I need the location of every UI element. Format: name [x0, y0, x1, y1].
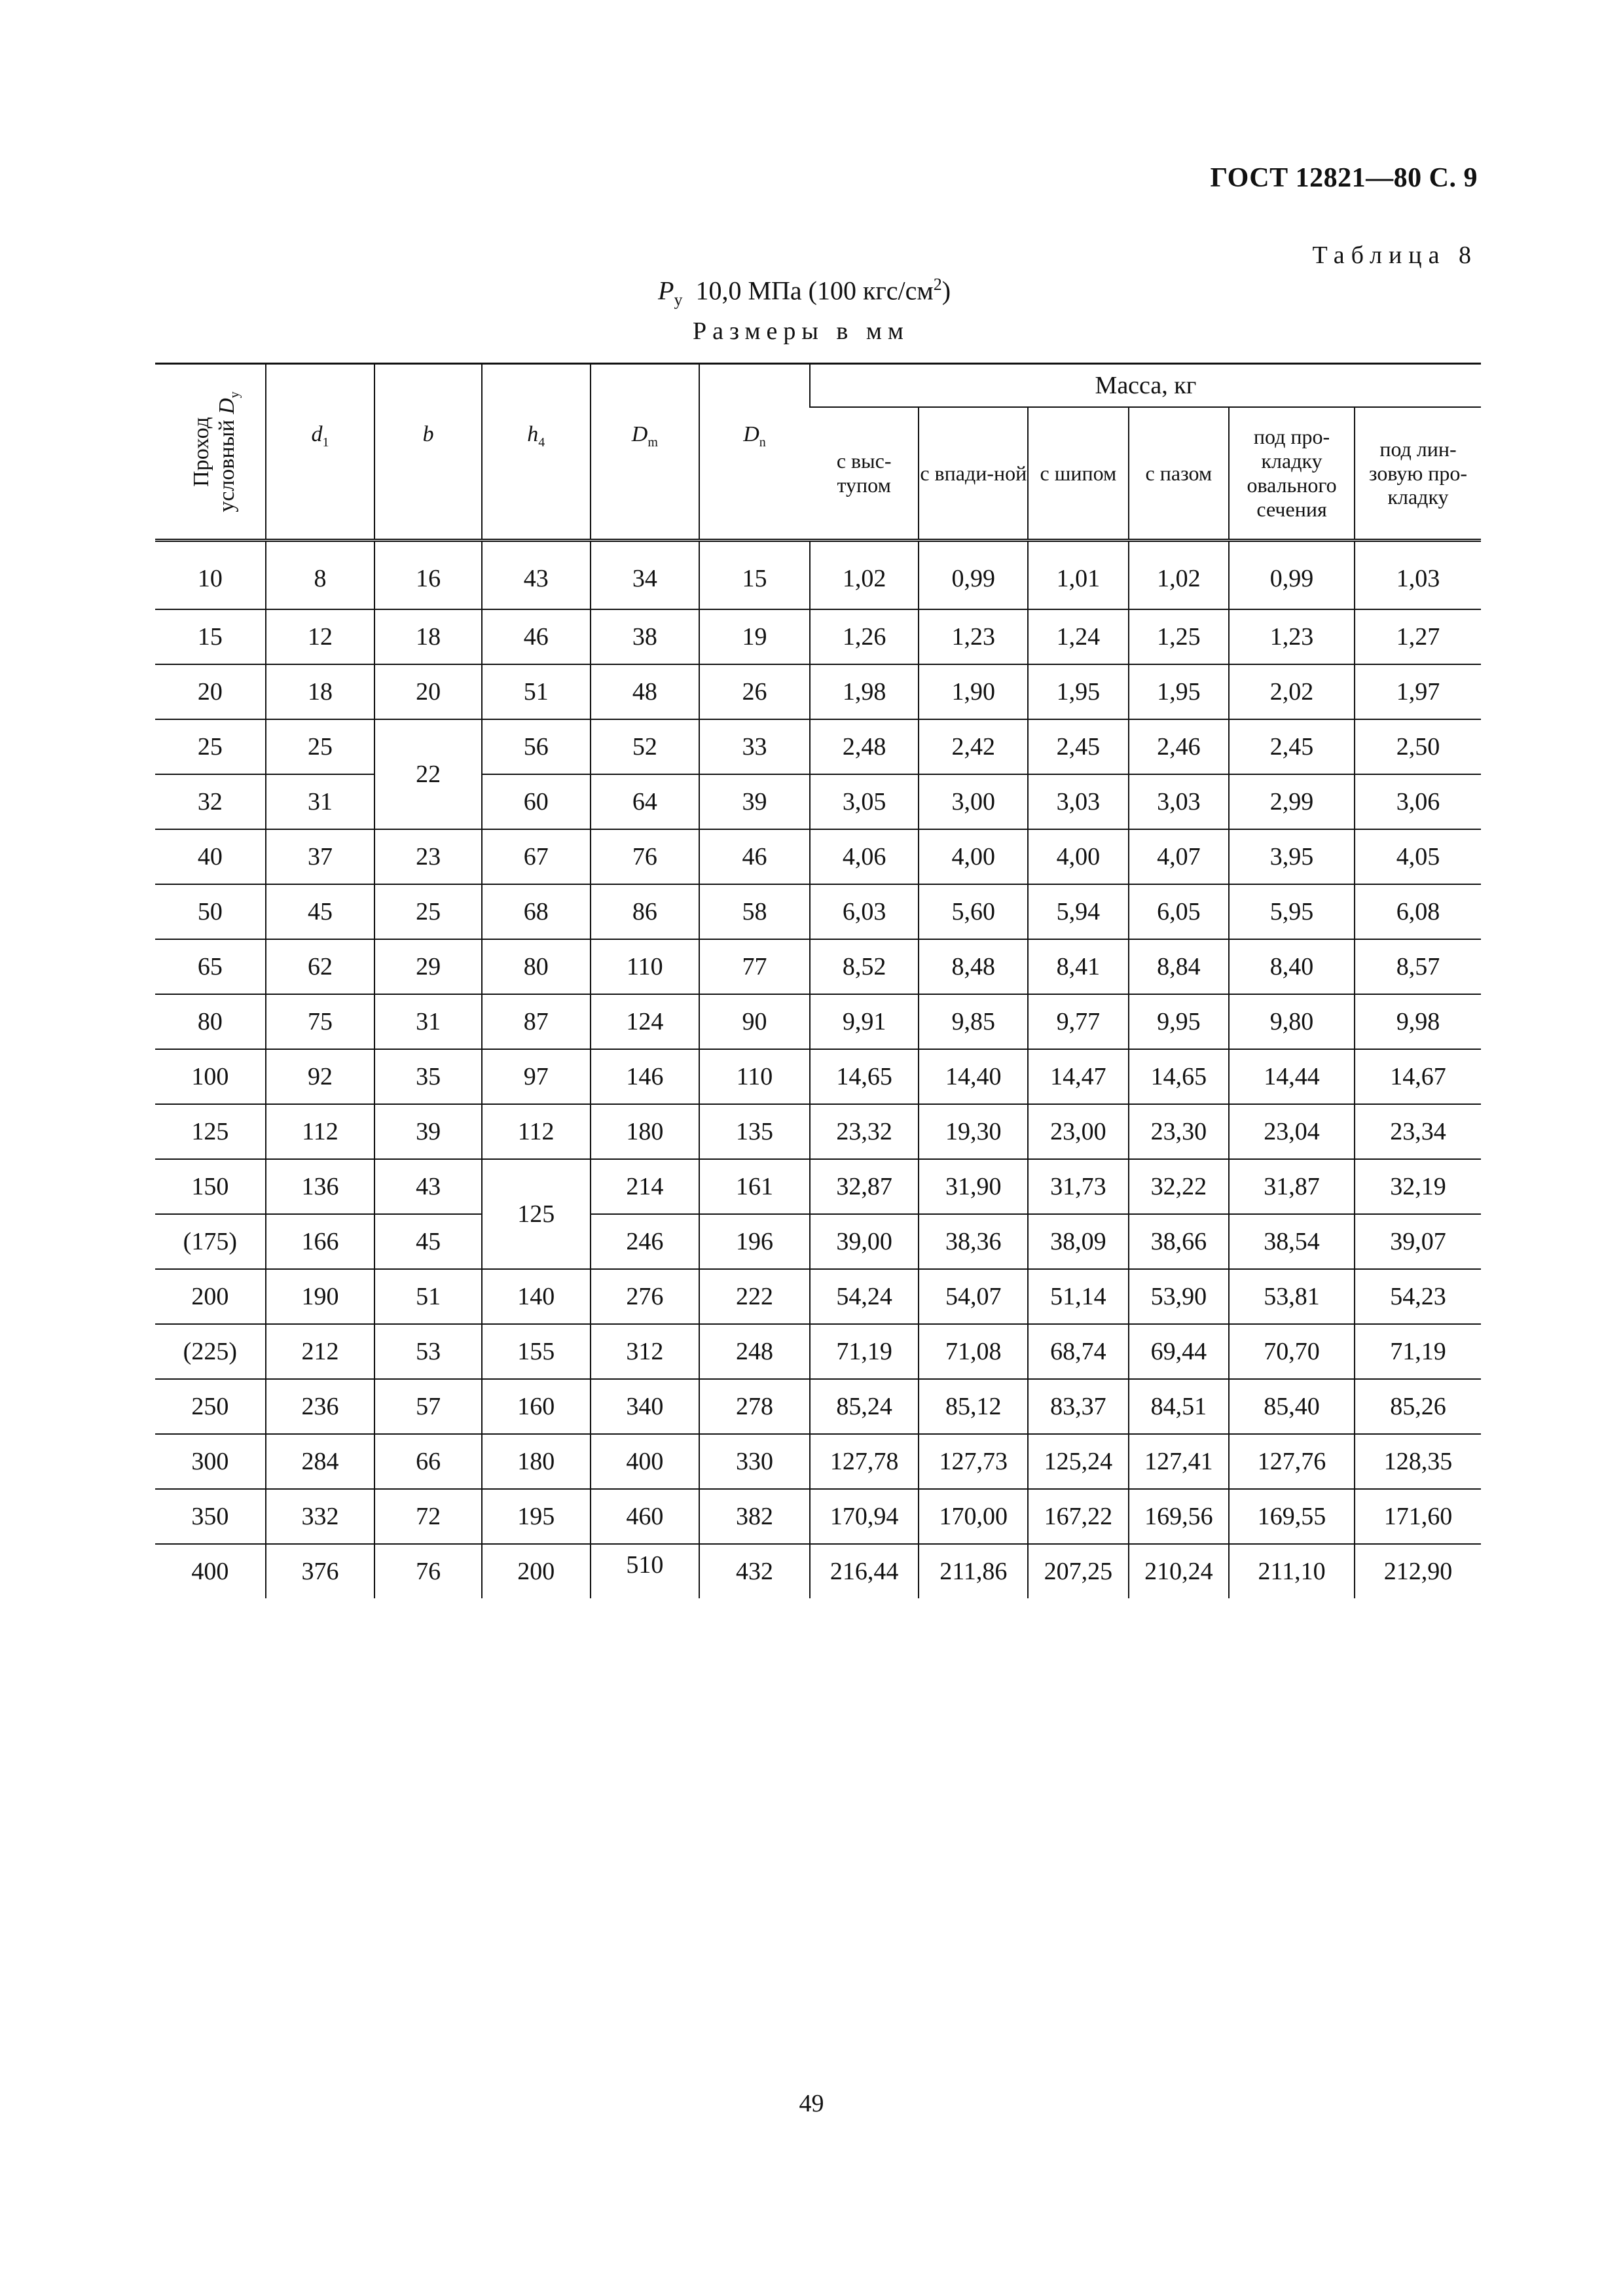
table-cell: 80 — [155, 994, 266, 1049]
pressure-sup: 2 — [933, 275, 942, 294]
table-cell: 53,90 — [1129, 1269, 1230, 1324]
table-cell: 180 — [482, 1434, 591, 1489]
table-cell: 8,52 — [810, 939, 919, 994]
table-cell: 1,02 — [810, 541, 919, 610]
table-cell: 300 — [155, 1434, 266, 1489]
table-cell: 166 — [266, 1214, 375, 1269]
table-cell: 15 — [699, 541, 810, 610]
table-row — [155, 1489, 1481, 1544]
table-cell: 112 — [482, 1104, 591, 1159]
table-cell: 278 — [699, 1379, 810, 1434]
table-cell: 216,44 — [810, 1544, 919, 1598]
table-cell: 2,45 — [1229, 719, 1355, 774]
table-cell: 222 — [699, 1269, 810, 1324]
table-cell: 60 — [482, 774, 591, 829]
table-cell: 332 — [266, 1489, 375, 1544]
table-cell: 432 — [699, 1544, 810, 1598]
table-cell: 382 — [699, 1489, 810, 1544]
table-cell: 34 — [591, 541, 700, 610]
table-row — [155, 1104, 1481, 1159]
units-caption: Размеры в мм — [693, 317, 909, 345]
table-cell: 86 — [591, 884, 700, 939]
table-cell: 1,03 — [1355, 541, 1481, 610]
table-cell: 57 — [374, 1379, 482, 1434]
table-cell: 200 — [155, 1269, 266, 1324]
table-cell: 4,07 — [1129, 829, 1230, 884]
table-cell: 1,25 — [1129, 609, 1230, 664]
table-cell: 76 — [591, 829, 700, 884]
table-caption: Таблица 8 — [1312, 242, 1478, 269]
table-cell: 330 — [699, 1434, 810, 1489]
table-cell: 4,00 — [919, 829, 1028, 884]
table-cell: 85,12 — [919, 1379, 1028, 1434]
table-cell: 1,95 — [1129, 664, 1230, 719]
table-cell: 1,97 — [1355, 664, 1481, 719]
table-cell: 38,66 — [1129, 1214, 1230, 1269]
table-cell: 69,44 — [1129, 1324, 1230, 1379]
table-cell: 3,00 — [919, 774, 1028, 829]
table-cell: 160 — [482, 1379, 591, 1434]
table-cell: 8 — [266, 541, 375, 610]
table-cell: 2,99 — [1229, 774, 1355, 829]
flange-dimensions-table — [155, 363, 1481, 1598]
table-cell: 110 — [591, 939, 700, 994]
table-cell: 31,90 — [919, 1159, 1028, 1214]
table-cell: 125,24 — [1028, 1434, 1129, 1489]
table-cell: 39,00 — [810, 1214, 919, 1269]
table-cell: 1,23 — [919, 609, 1028, 664]
table-cell: 46 — [699, 829, 810, 884]
table-row — [155, 719, 1481, 774]
table-cell: 39 — [699, 774, 810, 829]
mass-sub-header: с выс-тупом — [810, 407, 919, 541]
table-cell: 180 — [591, 1104, 700, 1159]
table-cell: 20 — [374, 664, 482, 719]
table-cell: 87 — [482, 994, 591, 1049]
table-cell: 400 — [191, 1558, 229, 1585]
table-row — [155, 884, 1481, 939]
table-cell: 2,50 — [1355, 719, 1481, 774]
table-cell: 1,95 — [1028, 664, 1129, 719]
table-cell: 9,85 — [919, 994, 1028, 1049]
table-cell: 169,56 — [1129, 1489, 1230, 1544]
table-cell: 51,14 — [1028, 1269, 1129, 1324]
table-cell: 66 — [374, 1434, 482, 1489]
table-cell: 23,00 — [1028, 1104, 1129, 1159]
col-dn-header: $D_n$ — [699, 364, 810, 541]
table-cell: 9,98 — [1355, 994, 1481, 1049]
table-row — [155, 664, 1481, 719]
table-cell: 14,67 — [1355, 1049, 1481, 1104]
table-cell: 6,03 — [810, 884, 919, 939]
col-dy-label: Проход условный $D_у$ — [189, 391, 242, 512]
table-cell: 4,06 — [810, 829, 919, 884]
table-cell: 110 — [699, 1049, 810, 1104]
table-cell: 64 — [591, 774, 700, 829]
table-cell: 58 — [699, 884, 810, 939]
pressure-symbol-sub: у — [674, 290, 683, 310]
table-cell: 85,24 — [810, 1379, 919, 1434]
table-cell: 76 — [374, 1544, 482, 1598]
table-cell: 38 — [591, 609, 700, 664]
table-cell: 68 — [482, 884, 591, 939]
table-cell: 246 — [591, 1214, 700, 1269]
table-cell: 127,76 — [1229, 1434, 1355, 1489]
table-cell: 31,73 — [1028, 1159, 1129, 1214]
table-cell: 1,24 — [1028, 609, 1129, 664]
table-cell: 127,73 — [919, 1434, 1028, 1489]
table-cell: 54,24 — [810, 1269, 919, 1324]
table-cell: 20 — [155, 664, 266, 719]
table-row — [155, 1214, 1481, 1269]
table-cell: 26 — [699, 664, 810, 719]
table-cell: 125 — [155, 1104, 266, 1159]
table-row — [155, 1379, 1481, 1434]
table-cell: 4,05 — [1355, 829, 1481, 884]
table-cell: 23 — [374, 829, 482, 884]
table-cell: 6,08 — [1355, 884, 1481, 939]
table-cell: 71,19 — [810, 1324, 919, 1379]
table-cell: 140 — [482, 1269, 591, 1324]
table-cell: 25 — [374, 884, 482, 939]
table-cell: 32,22 — [1129, 1159, 1230, 1214]
table-cell: 31 — [374, 994, 482, 1049]
cell-text: 510 — [626, 1551, 664, 1579]
table-cell: 1,27 — [1355, 609, 1481, 664]
table-cell: 23,04 — [1229, 1104, 1355, 1159]
table-cell: 127,41 — [1129, 1434, 1230, 1489]
table-cell: 38,36 — [919, 1214, 1028, 1269]
table-cell: 4,00 — [1028, 829, 1129, 884]
table-cell: 3,95 — [1229, 829, 1355, 884]
table-cell: 16 — [374, 541, 482, 610]
table-cell: 127,78 — [810, 1434, 919, 1489]
table-cell: 196 — [699, 1214, 810, 1269]
table-cell: 350 — [155, 1489, 266, 1544]
pressure-close: ) — [941, 276, 951, 306]
table-cell: 5,94 — [1028, 884, 1129, 939]
table-cell: 146 — [591, 1049, 700, 1104]
table-cell: 212 — [266, 1324, 375, 1379]
table-cell: 97 — [482, 1049, 591, 1104]
table-cell: 0,99 — [1229, 541, 1355, 610]
table-cell: 65 — [155, 939, 266, 994]
page-number: 49 — [799, 2090, 824, 2117]
table-cell: 1,01 — [1028, 541, 1129, 610]
table-cell: 45 — [374, 1214, 482, 1269]
table-cell: 32,87 — [810, 1159, 919, 1214]
table-cell: 14,65 — [810, 1049, 919, 1104]
table-row — [155, 829, 1481, 884]
table-cell: 22 — [374, 719, 482, 829]
table-cell: 23,34 — [1355, 1104, 1481, 1159]
table-cell: 284 — [266, 1434, 375, 1489]
table-cell: 195 — [482, 1489, 591, 1544]
table-cell: 236 — [266, 1379, 375, 1434]
table-row — [155, 994, 1481, 1049]
table-cell: 31,87 — [1229, 1159, 1355, 1214]
table-row — [155, 939, 1481, 994]
table-cell: 18 — [266, 664, 375, 719]
table-cell: 71,19 — [1355, 1324, 1481, 1379]
table-cell: 46 — [482, 609, 591, 664]
col-dm-header: $D_m$ — [591, 364, 700, 541]
table-cell: 171,60 — [1355, 1489, 1481, 1544]
table-cell: 1,90 — [919, 664, 1028, 719]
table-cell: 150 — [155, 1159, 266, 1214]
col-dy-header — [155, 364, 266, 541]
table-cell: 5,95 — [1229, 884, 1355, 939]
table-cell: 15 — [155, 609, 266, 664]
table-cell: 1,23 — [1229, 609, 1355, 664]
table-cell: 1,26 — [810, 609, 919, 664]
table-cell: 25 — [266, 719, 375, 774]
table-cell: 170,00 — [919, 1489, 1028, 1544]
table-cell: 72 — [374, 1489, 482, 1544]
mass-sub-header: под про-кладку овального сечения — [1229, 407, 1355, 541]
table-cell: 211,10 — [1229, 1544, 1355, 1598]
table-cell: 77 — [699, 939, 810, 994]
table-body — [155, 541, 1481, 1599]
table-cell: 1,02 — [1129, 541, 1230, 610]
table-cell: 71,08 — [919, 1324, 1028, 1379]
table-cell: 68,74 — [1028, 1324, 1129, 1379]
table-cell: 376 — [266, 1544, 375, 1598]
table-cell: 2,42 — [919, 719, 1028, 774]
table-cell: 75 — [266, 994, 375, 1049]
table-cell: 12 — [266, 609, 375, 664]
table-cell: 43 — [374, 1159, 482, 1214]
table-cell: 135 — [699, 1104, 810, 1159]
table-cell: 100 — [155, 1049, 266, 1104]
table-cell: 39 — [374, 1104, 482, 1159]
table-cell: 1,98 — [810, 664, 919, 719]
col-h4-header: $h_4$ — [482, 364, 591, 541]
table-cell: 128,35 — [1355, 1434, 1481, 1489]
table-cell: 2,48 — [810, 719, 919, 774]
table-cell: 92 — [266, 1049, 375, 1104]
table-cell: 48 — [591, 664, 700, 719]
table-row — [155, 774, 1481, 829]
table-cell: 8,84 — [1129, 939, 1230, 994]
table-cell: 9,91 — [810, 994, 919, 1049]
table-cell: 8,48 — [919, 939, 1028, 994]
table-cell: 200 — [482, 1544, 591, 1598]
table-cell: 340 — [591, 1379, 700, 1434]
table-cell: (175) — [155, 1214, 266, 1269]
table-cell: 112 — [266, 1104, 375, 1159]
table-cell: 2,46 — [1129, 719, 1230, 774]
table-cell: 51 — [374, 1269, 482, 1324]
table-cell: 56 — [482, 719, 591, 774]
table-cell: 62 — [266, 939, 375, 994]
table-cell: 23,30 — [1129, 1104, 1230, 1159]
table-cell: 3,03 — [1129, 774, 1230, 829]
table-row — [155, 1434, 1481, 1489]
table-cell: 8,41 — [1028, 939, 1129, 994]
table-cell: 83,37 — [1028, 1379, 1129, 1434]
table-cell: 31 — [266, 774, 375, 829]
mass-sub-header: с пазом — [1129, 407, 1230, 541]
table-cell — [591, 1544, 700, 1598]
col-b-header: b — [374, 364, 482, 541]
table-cell: 52 — [591, 719, 700, 774]
table-cell: 37 — [266, 829, 375, 884]
table-cell: 51 — [482, 664, 591, 719]
table-cell: 248 — [699, 1324, 810, 1379]
table-cell: 212,90 — [1355, 1544, 1481, 1598]
table-cell: 43 — [482, 541, 591, 610]
pressure-value: 10,0 МПа (100 кгс/см — [695, 276, 934, 306]
table-cell: 14,44 — [1229, 1049, 1355, 1104]
table-cell: 8,40 — [1229, 939, 1355, 994]
table-cell: 54,23 — [1355, 1269, 1481, 1324]
table-cell: 14,65 — [1129, 1049, 1230, 1104]
pressure-subtitle — [658, 275, 951, 310]
table-cell: 2,45 — [1028, 719, 1129, 774]
table-cell: 5,60 — [919, 884, 1028, 939]
table-cell: 40 — [155, 829, 266, 884]
table-cell: 460 — [591, 1489, 700, 1544]
table-cell: 0,99 — [919, 541, 1028, 610]
table-cell: 3,06 — [1355, 774, 1481, 829]
table-cell: 125 — [482, 1159, 591, 1269]
table-cell: 38,54 — [1229, 1214, 1355, 1269]
table-cell: 90 — [699, 994, 810, 1049]
table-cell: 312 — [591, 1324, 700, 1379]
table-cell: 85,26 — [1355, 1379, 1481, 1434]
table-cell: 124 — [591, 994, 700, 1049]
table-cell: 19,30 — [919, 1104, 1028, 1159]
table-cell: 32 — [155, 774, 266, 829]
table-cell: 167,22 — [1028, 1489, 1129, 1544]
table-row — [155, 1049, 1481, 1104]
mass-sub-header: с впади-ной — [919, 407, 1028, 541]
table-cell: 84,51 — [1129, 1379, 1230, 1434]
table-row — [155, 1324, 1481, 1379]
table-cell: 6,05 — [1129, 884, 1230, 939]
table-row — [155, 609, 1481, 664]
table-cell: 10 — [155, 541, 266, 610]
mass-group-header: Масса, кг — [810, 364, 1481, 408]
table-cell: 8,57 — [1355, 939, 1481, 994]
table-row — [155, 1159, 1481, 1214]
table-cell: 9,77 — [1028, 994, 1129, 1049]
table-cell: 9,80 — [1229, 994, 1355, 1049]
table-cell: 19 — [699, 609, 810, 664]
table-cell: 29 — [374, 939, 482, 994]
table-cell: 210,24 — [1129, 1544, 1230, 1598]
table-cell: 85,40 — [1229, 1379, 1355, 1434]
table-cell: 18 — [374, 609, 482, 664]
table-cell: 32,19 — [1355, 1159, 1481, 1214]
table-cell: 170,94 — [810, 1489, 919, 1544]
table-cell: 250 — [155, 1379, 266, 1434]
pressure-symbol: P — [658, 276, 674, 306]
table-cell: 214 — [591, 1159, 700, 1214]
table-cell: 33 — [699, 719, 810, 774]
table-cell: 14,47 — [1028, 1049, 1129, 1104]
table-cell: 136 — [266, 1159, 375, 1214]
table-cell: 155 — [482, 1324, 591, 1379]
table-cell: 3,03 — [1028, 774, 1129, 829]
document-header: ГОСТ 12821—80 С. 9 — [1210, 163, 1478, 193]
table-cell: 70,70 — [1229, 1324, 1355, 1379]
table-cell: 276 — [591, 1269, 700, 1324]
mass-sub-header: с шипом — [1028, 407, 1129, 541]
table-cell: 2,02 — [1229, 664, 1355, 719]
table-cell: 190 — [266, 1269, 375, 1324]
table-cell: 161 — [699, 1159, 810, 1214]
table-row — [155, 541, 1481, 610]
table-cell: 50 — [155, 884, 266, 939]
table-row — [155, 1544, 1481, 1598]
table-cell: 80 — [482, 939, 591, 994]
table-cell: 23,32 — [810, 1104, 919, 1159]
table-row — [155, 1269, 1481, 1324]
table-cell: 207,25 — [1028, 1544, 1129, 1598]
table-cell: 14,40 — [919, 1049, 1028, 1104]
table-cell: 9,95 — [1129, 994, 1230, 1049]
table-cell: 67 — [482, 829, 591, 884]
table-cell: 54,07 — [919, 1269, 1028, 1324]
mass-sub-header: под лин-зовую про-кладку — [1355, 407, 1481, 541]
table-cell: 38,09 — [1028, 1214, 1129, 1269]
table-cell: 53,81 — [1229, 1269, 1355, 1324]
table-cell: (225) — [155, 1324, 266, 1379]
table-cell: 35 — [374, 1049, 482, 1104]
header-row-1 — [155, 364, 1481, 408]
table-cell: 25 — [155, 719, 266, 774]
table-cell: 3,05 — [810, 774, 919, 829]
table-cell: 45 — [266, 884, 375, 939]
col-d1-header: $d_1$ — [266, 364, 375, 541]
table-cell: 400 — [591, 1434, 700, 1489]
table-cell: 39,07 — [1355, 1214, 1481, 1269]
table-cell: 53 — [374, 1324, 482, 1379]
table-cell: 169,55 — [1229, 1489, 1355, 1544]
table-cell: 211,86 — [919, 1544, 1028, 1598]
